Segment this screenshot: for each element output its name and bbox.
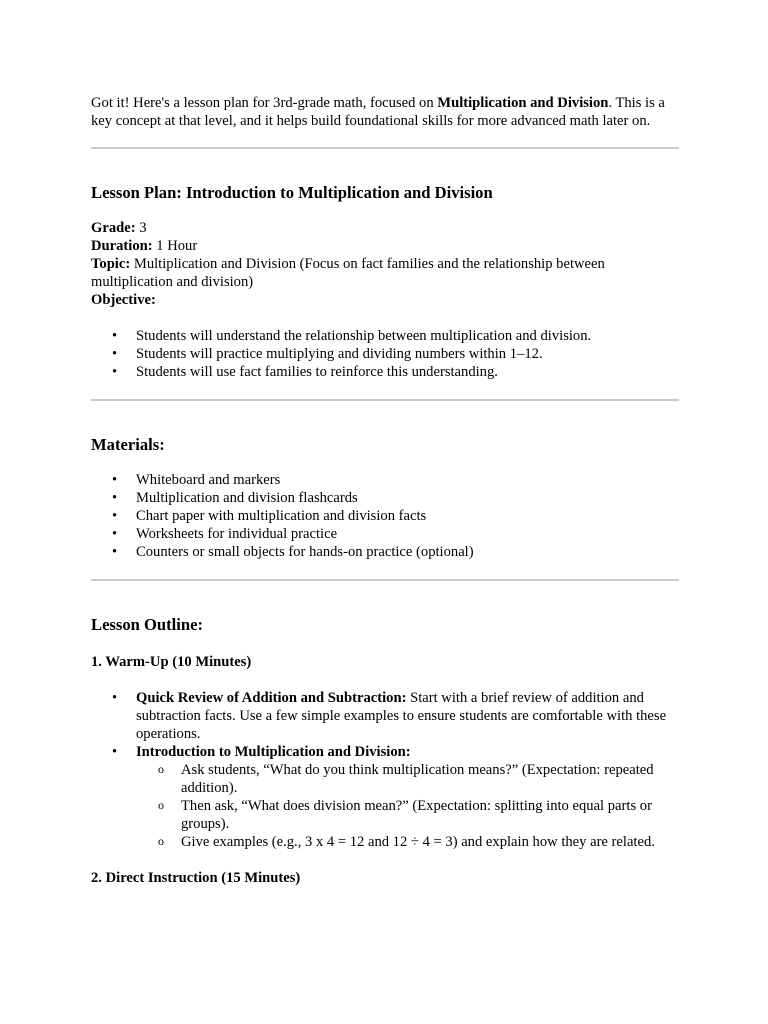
direct-instruction-heading: 2. Direct Instruction (15 Minutes)	[91, 870, 301, 886]
list-item: • Chart paper with multiplication and division facts	[91, 507, 679, 525]
intro-text-end: . This is a key concept at that level, and it helps build foundational skills for more advanced math later on.	[91, 95, 665, 129]
grade-label: Grade:	[91, 220, 136, 236]
duration-label: Duration:	[91, 238, 153, 254]
objectives-list	[91, 327, 679, 381]
duration-line	[91, 237, 679, 255]
list-item: • Worksheets for individual practice	[91, 525, 679, 543]
list-item: • Multiplication and division flashcards	[91, 489, 679, 507]
sub-list-item: o Give examples (e.g., 3 x 4 = 12 and 12 ÷ 4 = 3) and explain how they are related.	[136, 833, 679, 851]
materials-title: Materials:	[91, 435, 165, 454]
objective-line	[91, 291, 679, 309]
lesson-plan-title: Lesson Plan: Introduction to Multiplication and Division	[91, 183, 493, 202]
list-item	[91, 689, 679, 743]
list-item: • Students will understand the relationship between multiplication and division.	[91, 327, 679, 345]
divider	[91, 399, 679, 401]
topic-line	[91, 255, 679, 291]
grade-line	[91, 219, 679, 237]
intro-paragraph	[91, 94, 679, 130]
duration-value: 1 Hour	[152, 238, 198, 254]
divider	[91, 147, 679, 149]
intro-bold-topic: Multiplication and Division	[437, 95, 609, 111]
grade-value: 3	[135, 220, 147, 236]
warmup-list	[91, 689, 679, 851]
intro-text: Got it! Here's a lesson plan for 3rd-grade math, focused on	[91, 95, 438, 111]
topic-label: Topic:	[91, 256, 131, 272]
warmup-heading: 1. Warm-Up (10 Minutes)	[91, 654, 252, 670]
objective-label: Objective:	[91, 292, 156, 308]
warmup-item-text: Start with a brief review of addition and subtraction facts. Use a few simple examples to ensure students are comfortable with these operations.	[136, 690, 667, 742]
list-item	[91, 743, 679, 851]
list-item: • Students will use fact families to reinforce this understanding.	[91, 363, 679, 381]
lesson-details	[91, 219, 679, 309]
sub-list-item: o Ask students, “What do you think multiplication means?” (Expectation: repeated addition).	[136, 761, 679, 797]
warmup-item-bold: Introduction to Multiplication and Division:	[136, 744, 411, 760]
list-item: • Whiteboard and markers	[91, 471, 679, 489]
warmup-sublist	[136, 761, 679, 851]
list-item: • Counters or small objects for hands-on practice (optional)	[91, 543, 679, 561]
warmup-item-bold: Quick Review of Addition and Subtraction:	[136, 690, 407, 706]
topic-value: Multiplication and Division (Focus on fact families and the relationship between multiplication and division)	[91, 256, 605, 290]
document-content	[91, 94, 679, 887]
sub-list-item: o Then ask, “What does division mean?” (Expectation: splitting into equal parts or groups).	[136, 797, 679, 833]
materials-list	[91, 471, 679, 561]
lesson-outline-title: Lesson Outline:	[91, 615, 204, 634]
list-item: • Students will practice multiplying and dividing numbers within 1–12.	[91, 345, 679, 363]
divider	[91, 579, 679, 581]
